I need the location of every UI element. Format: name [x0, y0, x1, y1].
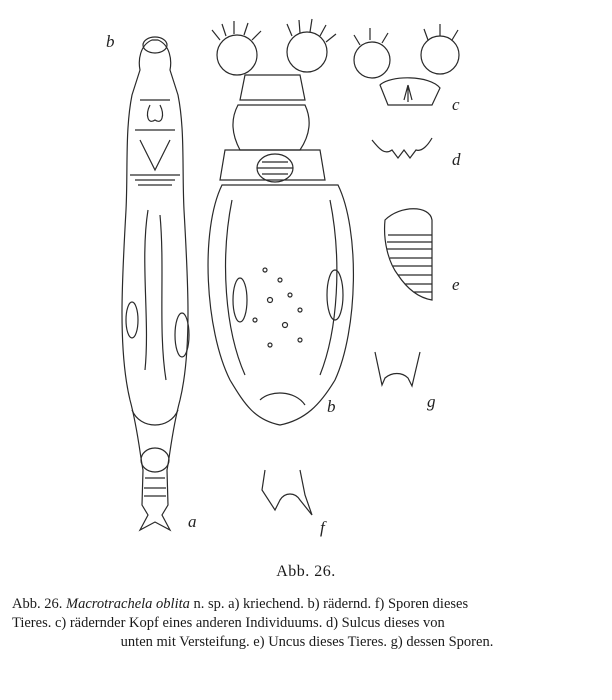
- figure-label-f: f: [320, 518, 325, 537]
- caption-line1-rest: n. sp. a) kriechend. b) rädernd. f) Sporen dieses: [193, 596, 469, 612]
- figure-label-d: d: [452, 150, 461, 169]
- drawing-b-rotating: [208, 19, 353, 425]
- drawing-e-uncus: [385, 209, 432, 300]
- figure-caption: [12, 595, 602, 652]
- figure-label-e: e: [452, 275, 460, 294]
- drawing-a-creeping: [122, 37, 189, 530]
- figure-label-b-mid: b: [327, 397, 336, 416]
- figure-label-a: a: [188, 512, 197, 531]
- figure-label-b-top: b: [106, 32, 115, 51]
- caption-species: Macrotrachela oblita: [65, 596, 190, 612]
- drawing-g-spurs: [375, 352, 420, 386]
- drawing-d-sulcus: [372, 138, 432, 158]
- figure-number: Abb. 26.: [276, 563, 336, 580]
- drawing-f-spurs: [262, 470, 312, 515]
- caption-line3: unten mit Versteifung. e) Uncus dieses Tieres. g) dessen Sporen.: [120, 634, 494, 650]
- figure-label-c: c: [452, 95, 460, 114]
- figure-label-g: g: [427, 392, 436, 411]
- caption-line2: Tieres. c) rädernder Kopf eines anderen Individuums. d) Sulcus dieses von: [12, 615, 445, 631]
- caption-prefix: Abb. 26.: [12, 596, 63, 612]
- drawing-c-head: [354, 24, 459, 105]
